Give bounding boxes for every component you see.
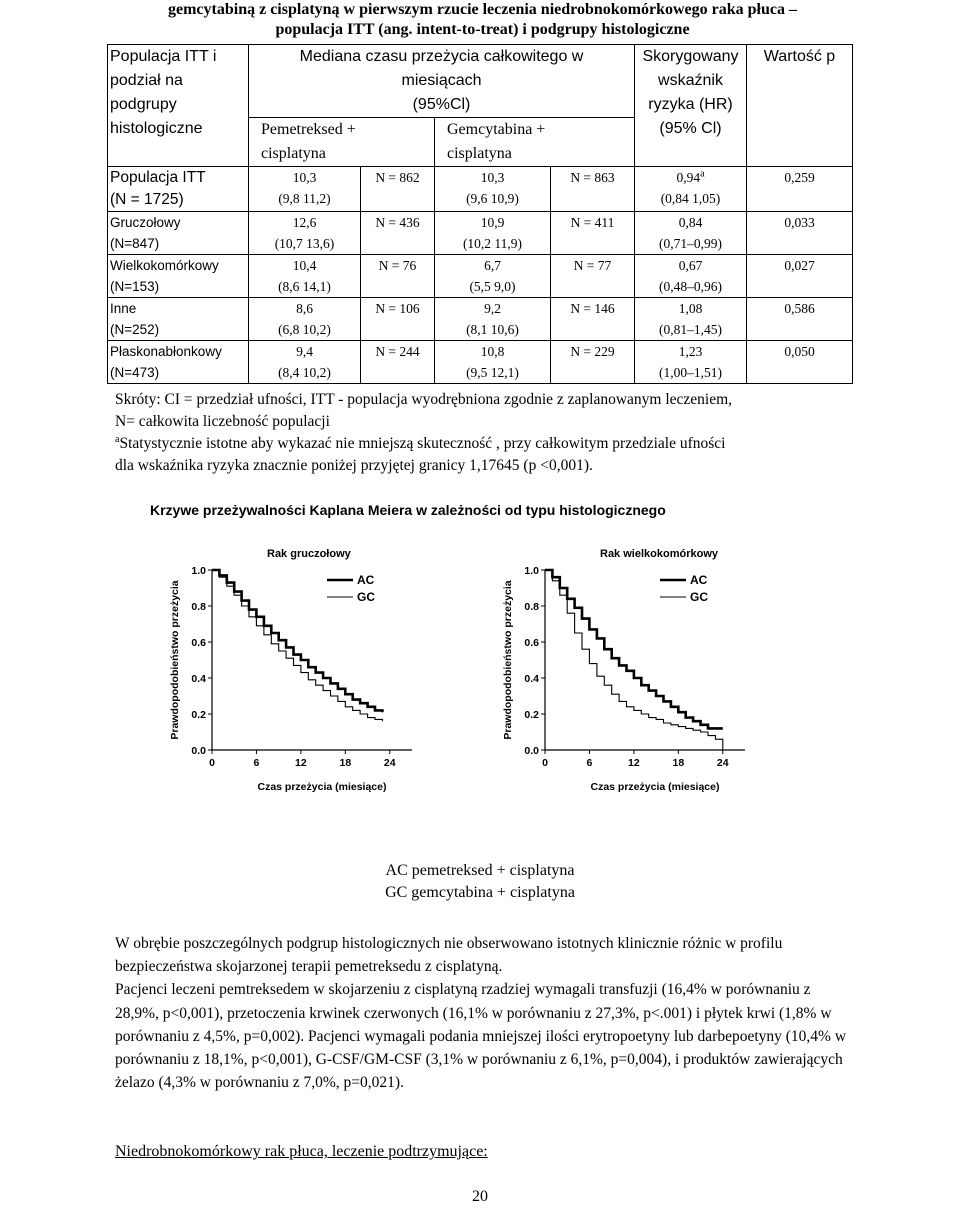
header-group-line: Populacja ITT i [110,48,217,65]
p-value: 0,027 [784,258,815,273]
header-median-line: Mediana czasu przeżycia całkowitego w [299,48,584,65]
y-tick-label: 0.4 [524,673,539,685]
header-gem-line: Gemcytabina + [447,121,546,138]
hr-ci: (0,48–0,96) [659,279,722,294]
hr-value [635,167,746,188]
figure-legend [150,860,810,904]
cell-group [108,255,249,298]
gem-median: 9,2 [484,301,501,316]
header-p-line: Wartość p [763,48,836,65]
km-curves-svg [150,495,810,825]
figure-title: Krzywe przeżywalności Kaplana Meiera w zależności od typu histologicznego [150,502,666,518]
cell-n-pem [361,212,435,255]
footnote-text: Statystycznie istotne aby wykazać nie mniejszą skuteczność , przy całkowitym przedziale ufności [119,435,726,452]
page-number: 20 [472,1188,488,1205]
pem-ci: (10,7 13,6) [274,236,335,251]
group-name: Płaskonabłonkowy [110,344,222,359]
abbrev-note-2: N= całkowita liczebność populacji [115,413,330,430]
title-line-1: gemcytabiną z cisplatyną w pierwszym rzucie leczenia niedrobnokomórkowego raka płuca – [168,1,797,18]
pem-median: 10,4 [292,258,317,273]
group-name: Gruczołowy [110,215,181,230]
header-gem-line: cisplatyna [447,145,512,162]
header-group-line: podgrupy [110,96,177,113]
y-tick-label: 0.0 [191,745,206,757]
x-tick-label: 24 [383,757,396,769]
y-tick-label: 1.0 [191,565,206,577]
group-n: (N = 1725) [110,191,184,208]
pem-ci: (8,6 14,1) [278,279,331,294]
cell-n-pem [361,298,435,341]
pem-ci: (9,8 11,2) [278,191,331,206]
group-name: Wielkokomórkowy [110,258,219,273]
x-tick-label: 6 [586,757,593,769]
cell-p [747,255,853,298]
header-hr-line: wskaźnik [658,72,723,89]
header-p-value [747,45,853,167]
legend-label-ac: AC [357,573,375,587]
cell-pem [249,255,361,298]
footnote [115,433,855,455]
gem-ci: (8,1 10,6) [466,322,519,337]
x-tick-label: 0 [542,757,548,769]
cell-group [108,341,249,384]
n-pem: N = 244 [375,344,420,359]
cell-n-gem [551,298,635,341]
n-gem: N = 863 [570,170,615,185]
legend-label-gc: GC [357,590,375,604]
cell-gem [435,298,551,341]
cell-n-pem [361,255,435,298]
paragraph: W obrębie poszczególnych podgrup histologicznych nie obserwowano istotnych klinicznie różnic w profilu bezpieczeństwa skojarzonej terapii pemetreksedu z cisplatyną. [115,935,783,976]
p-value: 0,586 [784,301,815,316]
table-notes [115,389,855,477]
header-pem-line: Pemetreksed + [261,121,356,138]
gem-ci: (9,5 12,1) [466,365,519,380]
cell-hr [635,167,747,212]
results-table [107,44,853,384]
legend-ac: AC pemetreksed + cisplatyna [385,862,575,879]
header-median-line: miesiącach [401,72,482,89]
n-gem: N = 229 [570,344,615,359]
x-tick-label: 12 [628,757,640,769]
footnote-2: dla wskaźnika ryzyka znacznie poniżej przyjętej granicy 1,17645 (p <0,001). [115,457,593,474]
p-value: 0,050 [784,344,815,359]
hr-ci: (0,81–1,45) [659,322,722,337]
y-tick-label: 0.2 [191,709,206,721]
y-tick-label: 0.6 [191,637,206,649]
y-tick-label: 1.0 [524,565,539,577]
header-pem-line: cisplatyna [261,145,326,162]
gem-ci: (5,5 9,0) [469,279,516,294]
n-pem: N = 862 [375,170,420,185]
legend-label-ac: AC [690,573,708,587]
cell-pem [249,212,361,255]
cell-gem [435,255,551,298]
header-hr [635,45,747,167]
cell-gem [435,167,551,212]
cell-group [108,298,249,341]
hr-value: 1,08 [678,301,703,316]
x-tick-label: 24 [716,757,729,769]
n-gem: N = 411 [570,215,615,230]
cell-p [747,298,853,341]
pem-ci: (8,4 10,2) [278,365,331,380]
n-gem: N = 146 [570,301,615,316]
cell-hr [635,212,747,255]
table-row [108,298,853,341]
group-n: (N=252) [110,322,160,337]
cell-pem [249,167,361,212]
y-tick-label: 0.8 [524,601,539,613]
cell-gem [435,212,551,255]
cell-hr [635,298,747,341]
hr-ci: (0,84 1,05) [660,191,721,206]
group-name: Populacja ITT [110,169,206,186]
hr-ci: (1,00–1,51) [659,365,722,380]
cell-group [108,212,249,255]
n-gem: N = 77 [573,258,612,273]
cell-n-pem [361,167,435,212]
y-tick-label: 0.4 [191,673,206,685]
hr-number: 0,94 [676,170,701,185]
y-tick-label: 0.0 [524,745,539,757]
header-hr-line: Skorygowany [642,48,739,65]
title-line-2: populacja ITT (ang. intent-to-treat) i podgrupy histologiczne [275,21,690,38]
cell-n-gem [551,255,635,298]
cell-hr [635,341,747,384]
header-pemetrexed [249,118,435,167]
cell-pem [249,341,361,384]
header-median [249,45,635,118]
y-axis-label: Prawdopodobieństwo przeżycia [502,580,514,740]
cell-group [108,167,249,212]
panel-title: Rak gruczołowy [267,548,351,560]
hr-value: 0,84 [678,215,703,230]
header-group-line: podział na [110,72,183,89]
n-pem: N = 106 [375,301,420,316]
x-axis-label: Czas przeżycia (miesiące) [257,781,387,793]
table-row [108,341,853,384]
table-row [108,212,853,255]
header-hr-line: ryzyka (HR) [648,96,733,113]
x-tick-label: 0 [209,757,215,769]
hr-ci: (0,71–0,99) [659,236,722,251]
pem-median: 10,3 [292,170,317,185]
gem-median: 10,9 [480,215,505,230]
km-figure [150,495,810,825]
hr-value: 0,67 [678,258,703,273]
cell-pem [249,298,361,341]
x-axis-label: Czas przeżycia (miesiące) [590,781,720,793]
x-tick-label: 12 [295,757,307,769]
pem-median: 12,6 [292,215,317,230]
gem-median: 10,3 [480,170,505,185]
paragraph: Pacjenci leczeni pemtreksedem w skojarzeniu z cisplatyną rzadziej wymagali transfuzji (16,4% w porównaniu z 28,9%, p<0,001), przetoczenia krwinek czerwonych (16,1% w porównaniu z 27,3%, p<.001) i płytek krwi (1,8% w porównaniu z 4,5%, p=0,002). Pacjenci wymagali podania mniejszej ilości erytropoetyny lub darbepoetyny (10,4% w porównaniu z 18,1%, p<0,001), G-CSF/GM-CSF (3,1% w porównaniu z 6,1%, p=0,004), i produktów zawierających żelazo (4,3% w porównaniu z 7,0%, p=0,021). [115,981,847,1092]
legend-gc: GC gemcytabina + cisplatyna [385,884,575,901]
group-n: (N=153) [110,279,160,294]
header-median-line: (95%Cl) [412,96,471,113]
cell-n-gem [551,212,635,255]
legend-label-gc: GC [690,590,708,604]
n-pem: N = 436 [375,215,420,230]
x-tick-label: 18 [672,757,685,769]
panel-title: Rak wielkokomórkowy [600,548,718,560]
cell-p [747,167,853,212]
document-title [115,0,850,40]
p-value: 0,033 [784,215,815,230]
cell-n-pem [361,341,435,384]
gem-ci: (10,2 11,9) [462,236,523,251]
x-tick-label: 18 [339,757,352,769]
gem-ci: (9,6 10,9) [466,191,519,206]
header-group [108,45,249,167]
cell-p [747,212,853,255]
header-group-line: histologiczne [110,120,203,137]
y-tick-label: 0.6 [524,637,539,649]
cell-hr [635,255,747,298]
body-text [115,932,850,1094]
group-n: (N=847) [110,236,160,251]
hr-value: 1,23 [678,344,703,359]
header-hr-line: (95% Cl) [659,120,722,137]
p-value: 0,259 [784,170,815,185]
table-row [108,255,853,298]
cell-gem [435,341,551,384]
table-row [108,167,853,212]
cell-n-gem [551,341,635,384]
pem-median: 8,6 [296,301,313,316]
section-heading: Niedrobnokomórkowy rak płuca, leczenie podtrzymujące: [115,1143,488,1160]
pem-ci: (6,8 10,2) [278,322,331,337]
gem-median: 6,7 [484,258,501,273]
y-axis-label: Prawdopodobieństwo przeżycia [169,580,181,740]
cell-p [747,341,853,384]
x-tick-label: 6 [253,757,260,769]
gem-median: 10,8 [480,344,505,359]
y-tick-label: 0.2 [524,709,539,721]
footnote-mark: a [115,433,120,445]
cell-n-gem [551,167,635,212]
group-n: (N=473) [110,365,160,380]
pem-median: 9,4 [296,344,313,359]
group-name: Inne [110,301,137,316]
abbrev-note: Skróty: CI = przedział ufności, ITT - populacja wyodrębniona zgodnie z zaplanowanym leczeniem, [115,391,733,408]
hr-footnote-mark: a [700,168,705,180]
n-pem: N = 76 [378,258,417,273]
header-gemcitabine [435,118,635,167]
y-tick-label: 0.8 [191,601,206,613]
